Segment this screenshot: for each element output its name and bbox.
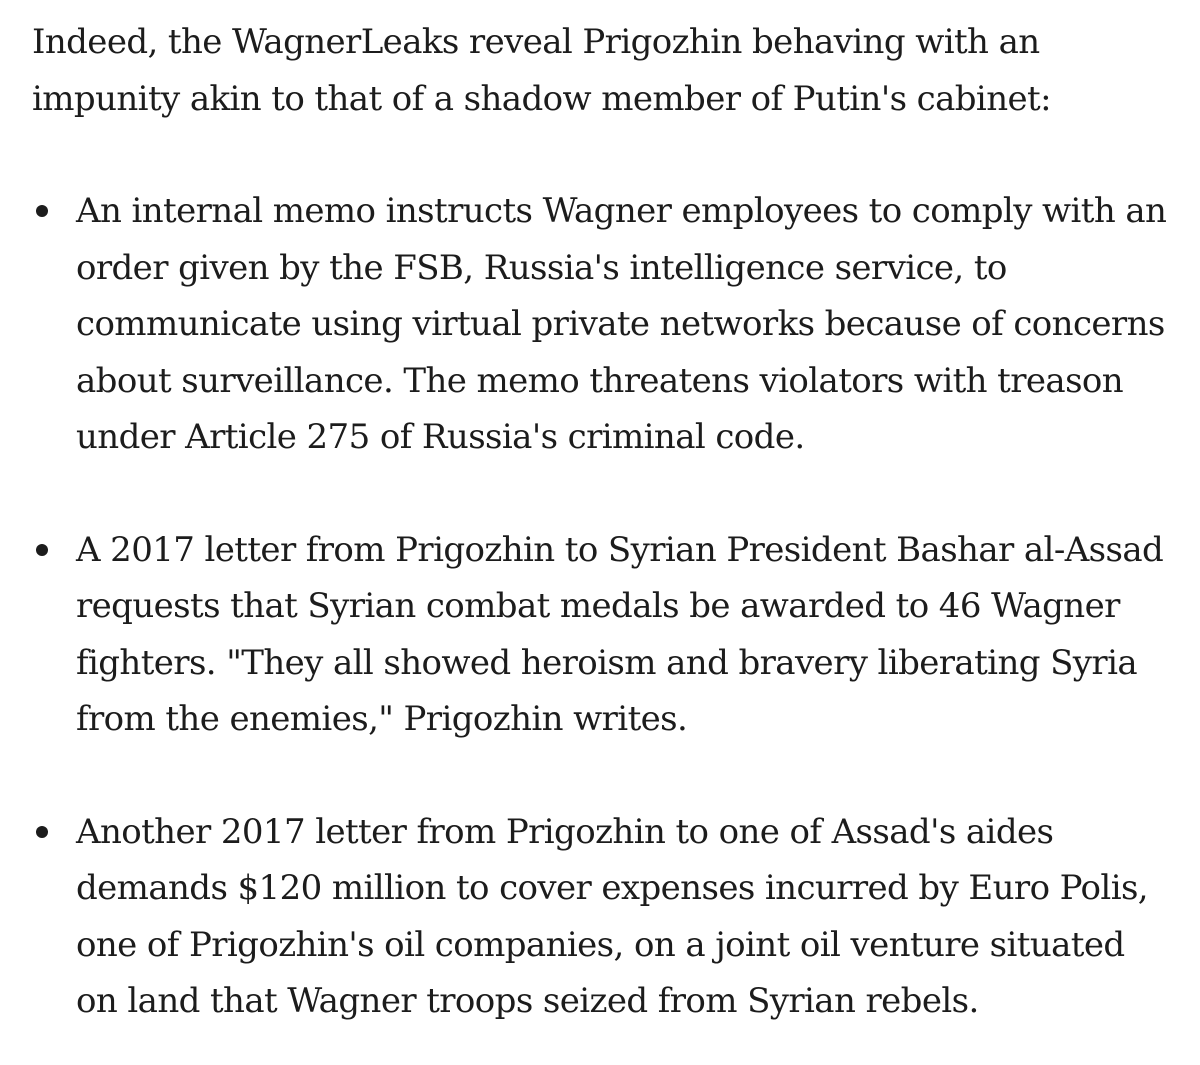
- list-item: [32, 804, 1172, 1030]
- list-item: [32, 522, 1172, 748]
- list-item-text: A 2017 letter from Prigozhin to Syrian President Bashar al-Assad requests that Syrian combat medals be awarded to 46 Wagner fighters. "They all showed heroism and bravery liberating Syria from the enemies," Prigozhin writes.: [76, 529, 1164, 739]
- list-item-text: Another 2017 letter from Prigozhin to one of Assad's aides demands $120 million to cover expenses incurred by Euro Polis, one of Prigozhin's oil companies, on a joint oil venture situated on land that Wagner troops seized from Syrian rebels.: [76, 811, 1149, 1021]
- bullet-list: [32, 183, 1172, 1030]
- list-item-text: An internal memo instructs Wagner employees to comply with an order given by the FSB, Russia's intelligence service, to communicate using virtual private networks because of concerns about surveillance. The memo threatens violators with treason under Article 275 of Russia's criminal code.: [76, 191, 1167, 457]
- bullet-icon: [36, 205, 48, 217]
- bullet-icon: [36, 826, 48, 838]
- list-item: [32, 183, 1172, 466]
- intro-paragraph: Indeed, the WagnerLeaks reveal Prigozhin behaving with an impunity akin to that of a shadow member of Putin's cabinet:: [32, 22, 1051, 119]
- bullet-icon: [36, 544, 48, 556]
- article-body: [32, 14, 1172, 1030]
